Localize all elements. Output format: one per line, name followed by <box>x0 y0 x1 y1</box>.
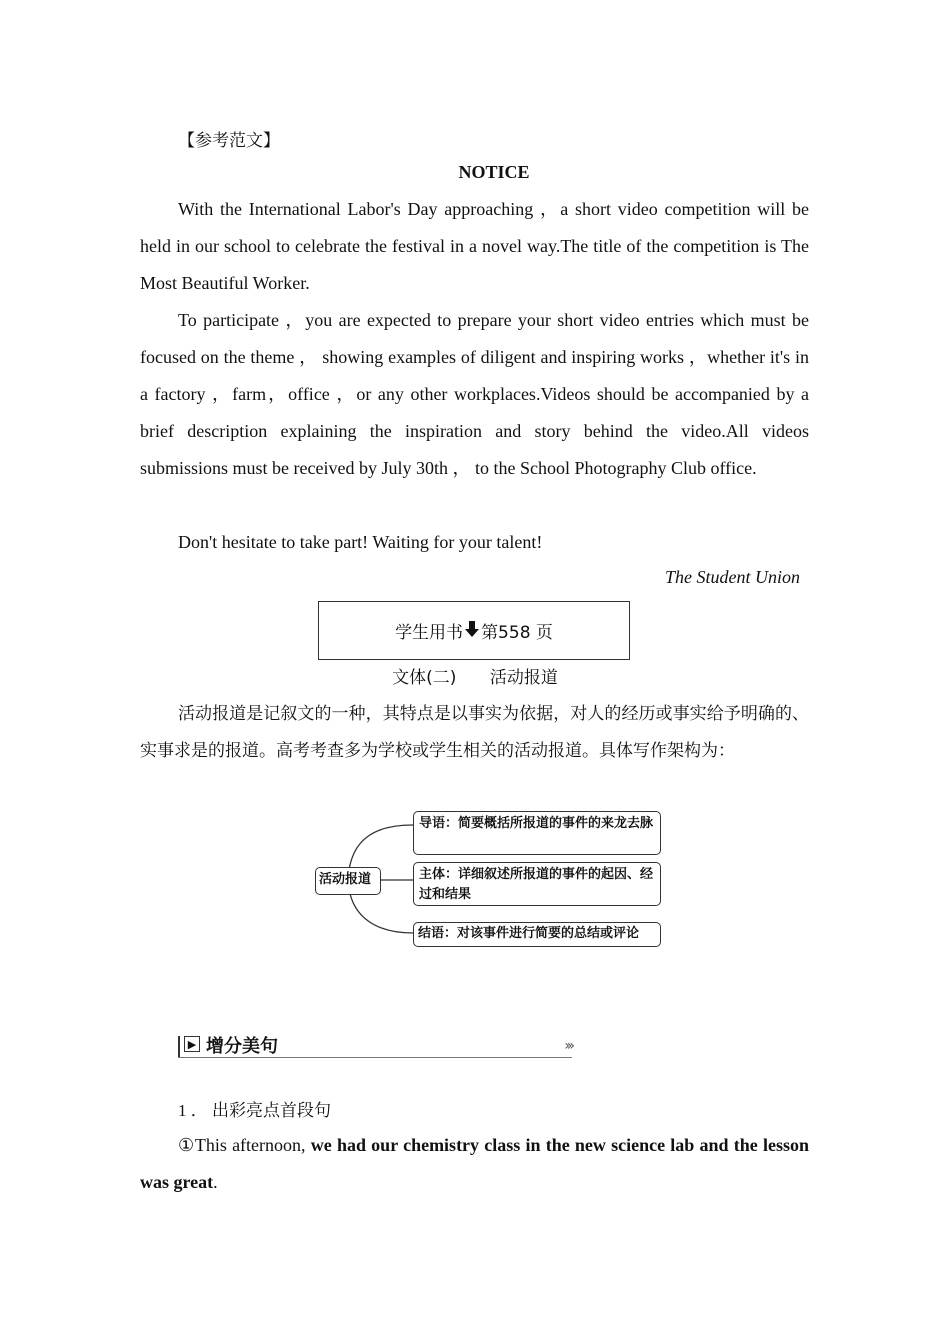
notice-paragraph-2: To participate ，you are expected to prepare your short video entries which must be focused on the theme ， showing examples of diligent and inspiring works ，whether it's in a factory ，farm，office ，or any other workplaces.Videos should be accompanied by a brief description explaining the inspiration and story behind the video.All videos submissions must be received by July 30th ， to the School Photography Club office. <box>140 310 809 478</box>
diagram-body-node: 主体：详细叙述所报道的事件的起因、经过和结果 <box>413 862 661 906</box>
page-reference-suffix: 第558 页 <box>481 623 553 643</box>
banner-title: 增分美句 <box>206 1036 278 1057</box>
structure-diagram <box>310 805 670 955</box>
item-number: 1 ． <box>178 1101 208 1120</box>
example-suffix: . <box>213 1172 218 1192</box>
chevron-right-icon: ››› <box>564 1038 572 1054</box>
diagram-lead-node: 导语：简要概括所报道的事件的来龙去脉 <box>413 811 661 855</box>
diagram-root-node: 活动报道 <box>315 867 381 895</box>
notice-title: NOTICE <box>458 162 530 182</box>
example-sentence <box>140 1127 809 1201</box>
section-title <box>0 663 950 688</box>
item-label: 出彩亮点首段句 <box>212 1101 331 1121</box>
intro-paragraph: 活动报道是记叙文的一种，其特点是以事实为依据，对人的经历或事实给予明确的、实事求是的报道。高考考查多为学校或学生相关的活动报道。具体写作架构为： <box>140 704 809 761</box>
item-heading <box>178 1096 331 1121</box>
play-icon: ▶ <box>184 1036 200 1052</box>
signature: The Student Union <box>665 567 800 587</box>
example-prefix: ①This afternoon, <box>178 1135 311 1155</box>
banner-underline <box>178 1057 572 1058</box>
banner-bar <box>178 1036 180 1058</box>
page-reference-prefix: 学生用书 <box>395 623 464 643</box>
notice-paragraph-1: With the International Labor's Day approaching ，a short video competition will be held in our school to celebrate the festival in a novel way.The title of the competition is The Most Beautiful Worker. <box>140 199 809 293</box>
diagram-conclusion-node: 结语：对该事件进行简要的总结或评论 <box>413 922 661 947</box>
example-bold: we had our chemistry class in the new science lab and the lesson was great <box>140 1135 809 1192</box>
reference-heading: 【参考范文】 <box>178 131 280 151</box>
section-banner <box>178 1032 572 1060</box>
section-genre: 文体(二) <box>392 668 457 688</box>
page-reference-box <box>318 601 630 660</box>
section-topic: 活动报道 <box>489 668 558 688</box>
down-arrow-icon <box>465 621 479 641</box>
notice-paragraph-3: Don't hesitate to take part! Waiting for your talent! <box>178 532 543 552</box>
